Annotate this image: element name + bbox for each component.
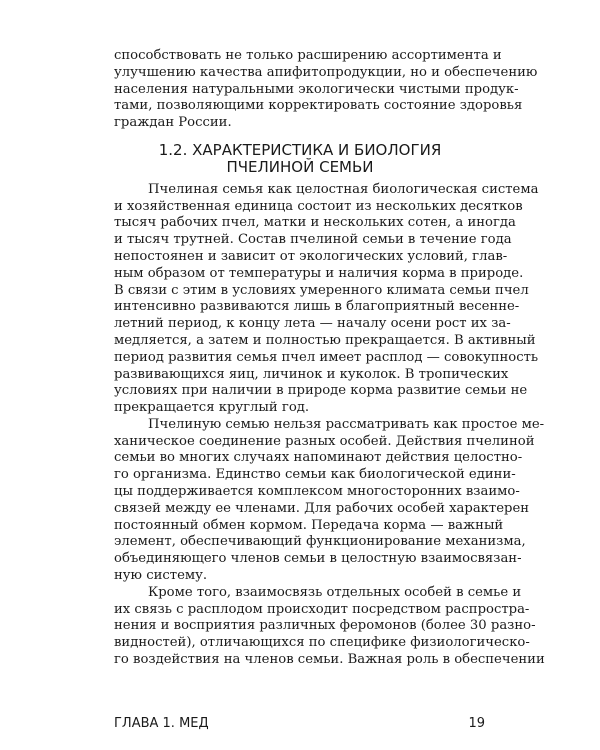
paragraph-2-line: элемент, обеспечивающий функционирование механизма,	[114, 534, 526, 550]
paragraph-2-line: ную систему.	[114, 568, 208, 583]
paragraph-1-line: и тысяч трутней. Состав пчелиной семьи в течение года	[114, 232, 512, 248]
paragraph-2-line: Пчелиную семью нельзя рассматривать как простое ме-	[148, 416, 545, 432]
paragraph-2-line: цы поддерживается комплексом многосторонних взаимо-	[114, 484, 520, 499]
paragraph-2-line: го организма. Единство семьи как биологической едини-	[114, 467, 516, 483]
paragraph-2-line: связей между ее членами. Для рабочих особей характерен	[114, 500, 530, 516]
intro-line: способствовать не только расширению ассортимента и	[114, 48, 502, 63]
paragraph-1-line: непостоянен и зависит от экологических условий, глав-	[114, 248, 508, 264]
section-heading-line-2: ПЧЕЛИНОЙ СЕМЬИ	[226, 158, 374, 177]
paragraph-1-line: медляется, а затем и полностью прекращается. В активный	[114, 332, 536, 348]
paragraph-1-line: период развития семья пчел имеет расплод — совокупность	[114, 349, 539, 365]
paragraph-3-line: видностей), отличающихся по специфике физиологическо-	[114, 635, 530, 651]
section-heading-line-1: 1.2. ХАРАКТЕРИСТИКА И БИОЛОГИЯ	[158, 141, 442, 160]
paragraph-1-line: В связи с этим в условиях умеренного климата семьи пчел	[114, 282, 529, 298]
paragraph-2-line: семьи во многих случаях напоминают действия целостно-	[114, 450, 523, 466]
paragraph-2-line: постоянный обмен кормом. Передача корма — важный	[114, 517, 504, 533]
paragraph-1-line: прекращается круглый год.	[114, 400, 310, 415]
paragraph-3-line: го воздействия на членов семьи. Важная роль в обеспечении	[114, 652, 545, 667]
paragraph-1-line: интенсивно развиваются лишь в благоприятный весенне-	[114, 299, 520, 315]
paragraph-1-line: тысяч рабочих пчел, матки и нескольких сотен, а иногда	[114, 215, 516, 231]
paragraph-2-line: ханическое соединение разных особей. Действия пчелиной	[114, 433, 535, 449]
page-number: 19	[468, 716, 485, 731]
paragraph-3-line: их связь с расплодом происходит посредством распростра-	[114, 601, 530, 617]
paragraph-1-line: развивающихся яиц, личинок и куколок. В тропических	[114, 366, 509, 382]
paragraph-1-line: Пчелиная семья как целостная биологическая система	[148, 181, 539, 197]
paragraph-3-line: Кроме того, взаимосвязь отдельных особей в семье и	[148, 584, 522, 600]
paragraph-1-line: летний период, к концу лета — началу осени рост их за-	[114, 316, 511, 332]
paragraph-1-line: и хозяйственная единица состоит из нескольких десятков	[114, 198, 523, 214]
intro-line: населения натуральными экологически чистыми продук-	[114, 81, 519, 97]
paragraph-1-line: условиях при наличии в природе корма развитие семьи не	[114, 383, 528, 399]
intro-line: улучшению качества апифитопродукции, но и обеспечению	[114, 64, 538, 80]
paragraph-2-line: объединяющего членов семьи в целостную взаимосвязан-	[114, 551, 522, 567]
intro-line: тами, позволяющими корректировать состояние здоровья	[114, 98, 523, 114]
paragraph-1-line: ным образом от температуры и наличия корма в природе.	[114, 265, 524, 281]
paragraph-3-line: нения и восприятия различных феромонов (более 30 разно-	[114, 618, 536, 634]
intro-line: граждан России.	[114, 115, 232, 131]
running-footer-chapter: ГЛАВА 1. МЕД	[114, 716, 209, 731]
